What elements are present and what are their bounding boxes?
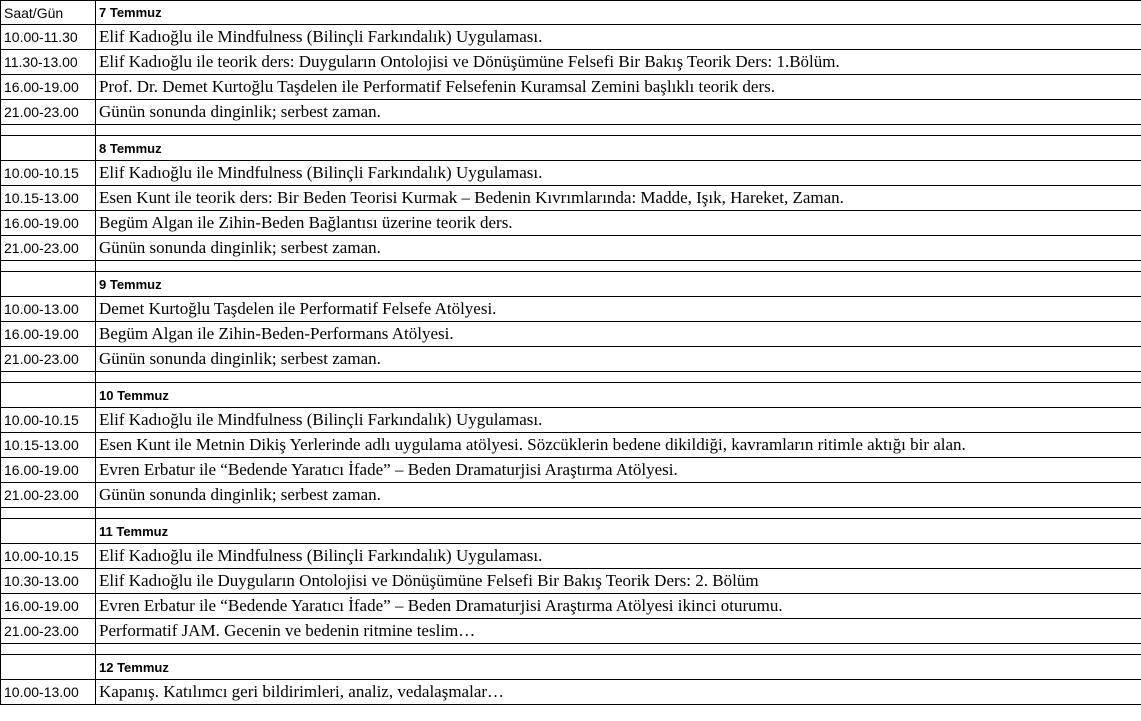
spacer-cell bbox=[96, 261, 1141, 272]
schedule-row bbox=[1, 680, 1141, 705]
time-cell: 10.00-10.15 bbox=[1, 161, 96, 186]
day-heading: 9 Temmuz bbox=[96, 272, 1141, 297]
schedule-row bbox=[1, 100, 1141, 125]
day-header-row bbox=[1, 383, 1141, 408]
activity-cell: Elif Kadıoğlu ile Mindfulness (Bilinçli Farkındalık) Uygulaması. bbox=[96, 25, 1141, 50]
spacer-cell bbox=[96, 508, 1141, 519]
activity-cell: Günün sonunda dinginlik; serbest zaman. bbox=[96, 347, 1141, 372]
spacer-row bbox=[1, 125, 1141, 136]
schedule-body bbox=[1, 1, 1141, 705]
day-heading: 7 Temmuz bbox=[96, 1, 1141, 25]
schedule-row bbox=[1, 347, 1141, 372]
spacer-row bbox=[1, 644, 1141, 655]
day-header-row bbox=[1, 519, 1141, 544]
spacer-cell bbox=[96, 125, 1141, 136]
time-cell: 16.00-19.00 bbox=[1, 594, 96, 619]
time-cell: 10.00-10.15 bbox=[1, 408, 96, 433]
spacer-cell bbox=[1, 644, 96, 655]
time-cell: 10.30-13.00 bbox=[1, 569, 96, 594]
activity-cell: Evren Erbatur ile “Bedende Yaratıcı İfade” – Beden Dramaturjisi Araştırma Atölyesi ikinci oturumu. bbox=[96, 594, 1141, 619]
schedule-row bbox=[1, 544, 1141, 569]
time-cell: 10.00-10.15 bbox=[1, 544, 96, 569]
time-cell: 10.00-13.00 bbox=[1, 297, 96, 322]
day-heading: 10 Temmuz bbox=[96, 383, 1141, 408]
time-cell: 10.15-13.00 bbox=[1, 186, 96, 211]
day-header-row bbox=[1, 655, 1141, 680]
time-cell: 21.00-23.00 bbox=[1, 619, 96, 644]
activity-cell: Kapanış. Katılımcı geri bildirimleri, analiz, vedalaşmalar… bbox=[96, 680, 1141, 705]
activity-cell: Elif Kadıoğlu ile Mindfulness (Bilinçli Farkındalık) Uygulaması. bbox=[96, 161, 1141, 186]
schedule-row bbox=[1, 75, 1141, 100]
schedule-row bbox=[1, 161, 1141, 186]
activity-cell: Esen Kunt ile teorik ders: Bir Beden Teorisi Kurmak – Bedenin Kıvrımlarında: Madde, Işık, Hareket, Zaman. bbox=[96, 186, 1141, 211]
time-cell: 21.00-23.00 bbox=[1, 347, 96, 372]
activity-cell: Günün sonunda dinginlik; serbest zaman. bbox=[96, 236, 1141, 261]
schedule-row bbox=[1, 236, 1141, 261]
activity-cell: Demet Kurtoğlu Taşdelen ile Performatif Felsefe Atölyesi. bbox=[96, 297, 1141, 322]
schedule-row bbox=[1, 433, 1141, 458]
header-row bbox=[1, 1, 1141, 25]
day-header-row bbox=[1, 272, 1141, 297]
activity-cell: Begüm Algan ile Zihin-Beden Bağlantısı üzerine teorik ders. bbox=[96, 211, 1141, 236]
activity-cell: Performatif JAM. Gecenin ve bedenin ritmine teslim… bbox=[96, 619, 1141, 644]
spacer-cell bbox=[96, 372, 1141, 383]
time-cell: 16.00-19.00 bbox=[1, 211, 96, 236]
schedule-row bbox=[1, 408, 1141, 433]
time-cell: 21.00-23.00 bbox=[1, 236, 96, 261]
time-cell: 16.00-19.00 bbox=[1, 75, 96, 100]
spacer-cell bbox=[96, 644, 1141, 655]
spacer-cell bbox=[1, 125, 96, 136]
schedule-row bbox=[1, 211, 1141, 236]
time-cell: 21.00-23.00 bbox=[1, 483, 96, 508]
schedule-row bbox=[1, 619, 1141, 644]
day-heading: 8 Temmuz bbox=[96, 136, 1141, 161]
time-cell: 10.15-13.00 bbox=[1, 433, 96, 458]
schedule-row bbox=[1, 569, 1141, 594]
activity-cell: Evren Erbatur ile “Bedende Yaratıcı İfade” – Beden Dramaturjisi Araştırma Atölyesi. bbox=[96, 458, 1141, 483]
schedule-row bbox=[1, 297, 1141, 322]
time-cell: 10.00-11.30 bbox=[1, 25, 96, 50]
schedule-row bbox=[1, 186, 1141, 211]
spacer-cell bbox=[1, 261, 96, 272]
schedule-row bbox=[1, 322, 1141, 347]
activity-cell: Günün sonunda dinginlik; serbest zaman. bbox=[96, 483, 1141, 508]
schedule-row bbox=[1, 483, 1141, 508]
day-time-blank bbox=[1, 655, 96, 680]
time-cell: 16.00-19.00 bbox=[1, 322, 96, 347]
activity-cell: Elif Kadıoğlu ile Mindfulness (Bilinçli Farkındalık) Uygulaması. bbox=[96, 544, 1141, 569]
time-cell: 21.00-23.00 bbox=[1, 100, 96, 125]
day-header-row bbox=[1, 136, 1141, 161]
schedule-row bbox=[1, 50, 1141, 75]
time-cell: 10.00-13.00 bbox=[1, 680, 96, 705]
time-cell: 16.00-19.00 bbox=[1, 458, 96, 483]
day-heading: 12 Temmuz bbox=[96, 655, 1141, 680]
time-column-header: Saat/Gün bbox=[1, 1, 96, 25]
activity-cell: Prof. Dr. Demet Kurtoğlu Taşdelen ile Performatif Felsefenin Kuramsal Zemini başlıklı teorik ders. bbox=[96, 75, 1141, 100]
day-time-blank bbox=[1, 519, 96, 544]
activity-cell: Begüm Algan ile Zihin-Beden-Performans Atölyesi. bbox=[96, 322, 1141, 347]
spacer-cell bbox=[1, 372, 96, 383]
spacer-row bbox=[1, 372, 1141, 383]
schedule-row bbox=[1, 594, 1141, 619]
activity-cell: Elif Kadıoğlu ile Mindfulness (Bilinçli Farkındalık) Uygulaması. bbox=[96, 408, 1141, 433]
spacer-cell bbox=[1, 508, 96, 519]
activity-cell: Esen Kunt ile Metnin Dikiş Yerlerinde adlı uygulama atölyesi. Sözcüklerin bedene dikildiği, kavramların ritimle aktığı bir alan. bbox=[96, 433, 1141, 458]
activity-cell: Elif Kadıoğlu ile Duyguların Ontolojisi ve Dönüşümüne Felsefi Bir Bakış Teorik Ders: 2. Bölüm bbox=[96, 569, 1141, 594]
activity-cell: Elif Kadıoğlu ile teorik ders: Duyguların Ontolojisi ve Dönüşümüne Felsefi Bir Bakış Teorik Ders: 1.Bölüm. bbox=[96, 50, 1141, 75]
schedule-row bbox=[1, 25, 1141, 50]
activity-cell: Günün sonunda dinginlik; serbest zaman. bbox=[96, 100, 1141, 125]
time-cell: 11.30-13.00 bbox=[1, 50, 96, 75]
day-time-blank bbox=[1, 272, 96, 297]
day-time-blank bbox=[1, 136, 96, 161]
spacer-row bbox=[1, 508, 1141, 519]
day-heading: 11 Temmuz bbox=[96, 519, 1141, 544]
day-time-blank bbox=[1, 383, 96, 408]
spacer-row bbox=[1, 261, 1141, 272]
schedule-row bbox=[1, 458, 1141, 483]
